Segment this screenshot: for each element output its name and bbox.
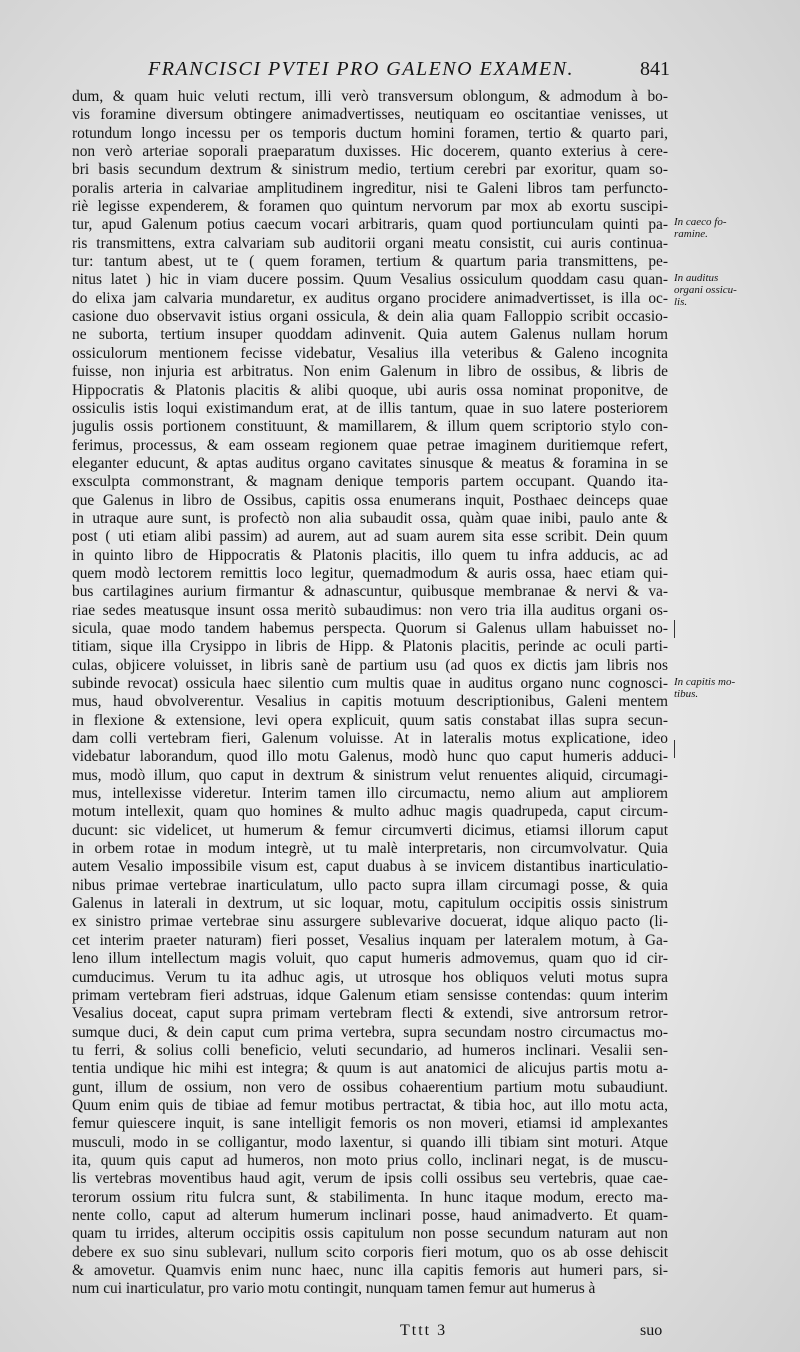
page-number: 841 — [640, 58, 670, 80]
text-line: in flexione & extensione, levi opera explicuit, quum satis constabat illas supra secun- — [72, 711, 668, 729]
text-line: mus, modò illum, quo caput in dextrum & sinistrum velut renuentes aliquid, circumagi- — [72, 766, 668, 784]
text-line: dum, & quam huic veluti rectum, illi verò transversum oblongum, & admodum à bo- — [72, 88, 668, 105]
text-line: riae sedes meatusque insunt ossa meritò subaudimus: non vero tria illa auditus organi os- — [72, 601, 668, 619]
text-line: ossiculorum mentionem fecisse videbatur, Vesalius illa veteribus & Galeno incognita — [72, 344, 668, 362]
text-line: eleganter educunt, & aptas auditus organo cavitates sinusque & meatus & foramina in se — [72, 454, 668, 472]
body-text — [72, 88, 668, 1299]
text-line: sicula, quae modo tandem habemus perspecta. Quorum si Galenus ullam habuisset no- — [72, 619, 668, 637]
margin-mark — [674, 620, 675, 638]
text-line: fuisse, non injuria est arbitratus. Non enim Galenum in libro de ossibus, & libris de — [72, 363, 668, 381]
text-line: jugulis ossis portionem constituunt, & mamillarem, & illum quem scriptorio stylo con- — [72, 418, 668, 436]
text-line: femur quiescere inquit, is sane intelligit femoris os non moveri, etiamsi id amplexantes — [72, 1115, 668, 1133]
text-line: sumque duci, & dein caput cum prima vertebra, supra secundam nostro circumactus mo- — [72, 1023, 668, 1041]
text-line: quem modò lectorem remittis loco legitur, quemadmodum & auris ossa, haec etiam qui- — [72, 564, 668, 582]
signature-mark: Tttt 3 — [400, 1322, 448, 1339]
text-line: exsculpta commonstrant, & magnam denique temporis partem occupant. Quando ita- — [72, 473, 668, 491]
text-line: Vesalius doceat, caput supra primam vertebram flecti & extendi, sive antrorsum retror- — [72, 1005, 668, 1023]
text-line: mus, haud obvolverentur. Vesalius in capitis motuum descriptionibus, Galeni mentem — [72, 693, 668, 711]
text-line: poralis arteria in calvariae amplitudinem ingreditur, nisi te Galeni libros tam perfuncto- — [72, 179, 668, 197]
text-line: musculi, modo in se colligantur, modo laxentur, si quando illi tibiam sint moturi. Atque — [72, 1133, 668, 1151]
text-line: Quum enim quis de tibiae ad femur motibus pertractat, & tibia hoc, aut illo motu acta, — [72, 1096, 668, 1114]
text-line: num cui inarticulatur, pro vario motu contingit, nunquam tamen femur aut humerus à — [72, 1280, 596, 1298]
text-line: nitus latet ) hic in viam ducere possim. Quum Vesalius ossiculum quoddam casu quan- — [72, 271, 668, 289]
text-line: cet interim praeter naturam) fieri posset, Vesalius inquam per lateralem motum, à Ga- — [72, 931, 668, 949]
text-line: non verò arteriae soporali praeparatum duxisses. Hic docerem, quanto exterius à cere- — [72, 143, 668, 161]
text-line: vis foramine diversum obtingere animadvertisses, neutiquam eo oscitantiae venisses, ut — [72, 106, 668, 124]
text-line: leno illum intellectum magis voluit, quo caput humeris admovemus, quam quo id cir- — [72, 950, 668, 968]
margin-note: In capitis mo- tibus. — [674, 676, 736, 700]
text-line: & amovetur. Quamvis enim nunc haec, nunc illa capitis femoris aut humeri pars, si- — [72, 1262, 668, 1279]
text-line: ex sinistro primae vertebrae sinu assurgere sublevarive docuerat, idque aliquo pacto (li- — [72, 913, 668, 931]
margin-note: In caeco fo- ramine. — [674, 216, 727, 240]
text-line: bus cartilagines aurium firmantur & adnascuntur, quibusque membranae & nervi & va- — [72, 583, 668, 601]
text-line: post ( uti etiam alibi passim) ad aurem, aut ad suam aurem sita esse scribit. Dein quum — [72, 528, 668, 546]
text-line: ducunt: sic videlicet, ut humerum & femur circumverti dicimus, etiamsi illorum caput — [72, 821, 668, 839]
text-line: in utraque aure sunt, is profectò non alia subaudit ossa, quàm quae inibi, paulo ante & — [72, 509, 668, 527]
text-line: bri basis secundum dextrum & sinistrum medio, tertium cerebri par exoritur, quam so- — [72, 161, 668, 179]
text-line: gunt, illum de ossium, non vero de ossibus cohaerentium partium motu subaudiunt. — [72, 1078, 668, 1096]
running-title: FRANCISCI PVTEI PRO GALENO EXAMEN. — [148, 58, 574, 80]
text-line: titiam, sique illa Crysippo in libris de Hipp. & Platonis placitis, perinde ac oculi parti- — [72, 638, 668, 656]
text-line: riè legisse expenderem, & foramen quo quintum nervorum par mox ab exortu suscipi- — [72, 198, 668, 216]
text-line: in quinto libro de Hippocratis & Platonis placitis, illo quem tu infra adducis, ac ad — [72, 546, 668, 564]
text-line: nente collo, caput ad alterum humerum inclinari posse, haud animadverto. Et quam- — [72, 1206, 668, 1224]
text-line: do elixa jam calvaria mundaretur, ex auditus organo procidere animadvertisset, is illa oc- — [72, 289, 668, 307]
text-line: ferimus, processus, & eam osseam regionem quae petrae imaginem duritiemque refert, — [72, 436, 668, 454]
text-line: ossiculis istis loqui existimandum erat, at de illis tantum, quae in suo latere posteriorem — [72, 399, 668, 417]
text-line: lis vertebras moventibus haud agit, verum de ipsis colli ossibus seu vertebris, quae cae- — [72, 1170, 668, 1188]
text-line: tentia undique hic mihi est integra; & quum is aut anatomici de alicujus partis motu a- — [72, 1060, 668, 1078]
text-line: tur, apud Galenum potius caecum vocari arbitraris, quam quod portiunculam quinti pa- — [72, 216, 668, 234]
text-line: nibus primae vertebrae inarticulatum, ullo pacto supra illam circumagi posse, & quia — [72, 876, 668, 894]
text-line: dam colli vertebram fieri, Galenum voluisse. At in lateralis motus explicatione, ideo — [72, 730, 668, 748]
text-line: videbatur laborandum, quod illo motu Galenus, modò hunc quo caput humeris adduci- — [72, 748, 668, 766]
margin-mark — [674, 740, 675, 758]
text-line: autem Vesalio impossibile visum est, caput duabus à se invicem distantibus inarticulatio- — [72, 858, 668, 876]
text-line: debere ex suo sinu sublevari, nullum scito corporis fieri motum, quo os ab osse dehiscit — [72, 1243, 668, 1261]
text-line: terorum ossium ritu fulcra sunt, & stabilimenta. In hunc itaque modum, erecto ma- — [72, 1188, 668, 1206]
text-line: cumducimus. Verum tu ita adhuc agis, ut utrosque hos obliquos veluti motus supra — [72, 968, 668, 986]
text-line: motum intellexit, quam quo homines & multo adhuc magis quadrupeda, caput circum- — [72, 803, 668, 821]
text-line: mus, intellexisse videretur. Interim tamen illo circumactu, nemo alium aut ampliorem — [72, 785, 668, 803]
text-line: que Galenus in libro de Ossibus, capitis ossa enumerans inquit, Posthaec deinceps quae — [72, 491, 668, 509]
catchword: suo — [640, 1322, 663, 1339]
text-line: quam tu irrides, alterum occipitis ossis capitulum non posse secundum naturam aut non — [72, 1225, 668, 1243]
text-line: subinde revocat) ossicula haec silentio cum multis quae in auditus organo nunc cognosci- — [72, 675, 668, 692]
text-line: tur: tantum abest, ut te ( quem foramen, tertium & quartum paria transmittens, pe- — [72, 253, 668, 271]
text-line: in orbem rotae in modum integrè, ut tu malè interpretaris, non circumvolvatur. Quia — [72, 840, 668, 858]
margin-note: In auditus organi ossicu- lis. — [674, 272, 737, 308]
text-line: ita, quum quis caput ad humeros, non moto prius collo, inclinari negat, is de muscu- — [72, 1151, 668, 1169]
text-line: rotundum longo incessu per os temporis ductum homini foramen, tertio & quarto pari, — [72, 124, 668, 142]
text-line: Galenus in laterali in dextrum, ut sic loquar, motu, capitulum occipitis ossis sinistrum — [72, 895, 668, 913]
show-through-ink — [678, 505, 788, 516]
text-line: casione duo observavit istius organi ossicula, & dein alia quam Falloppio scribit occasio- — [72, 308, 668, 326]
text-line: ne suborta, tertium insuper quoddam adinvenit. Quia autem Galenus nullam horum — [72, 326, 668, 344]
text-line: ris transmittens, extra calvariam sub auditorii organi meatu consistit, cui auris continua- — [72, 234, 668, 252]
text-line: Hippocratis & Platonis placitis & alibi quoque, ubi auris ossa nominat proponitve, de — [72, 381, 668, 399]
text-line: primam vertebram fieri adstruas, idque Galenum etiam sensisse contendas: quum interim — [72, 986, 668, 1004]
page-footer — [0, 1322, 800, 1346]
text-line: culas, objicere voluisset, in libris sanè de partium usu (ad quos ex dictis jam libris nos — [72, 656, 668, 674]
page-header — [70, 58, 670, 84]
text-line: tu ferri, & solius colli beneficio, veluti secundario, ad humeros inclinari. Vesalii sen- — [72, 1041, 668, 1059]
